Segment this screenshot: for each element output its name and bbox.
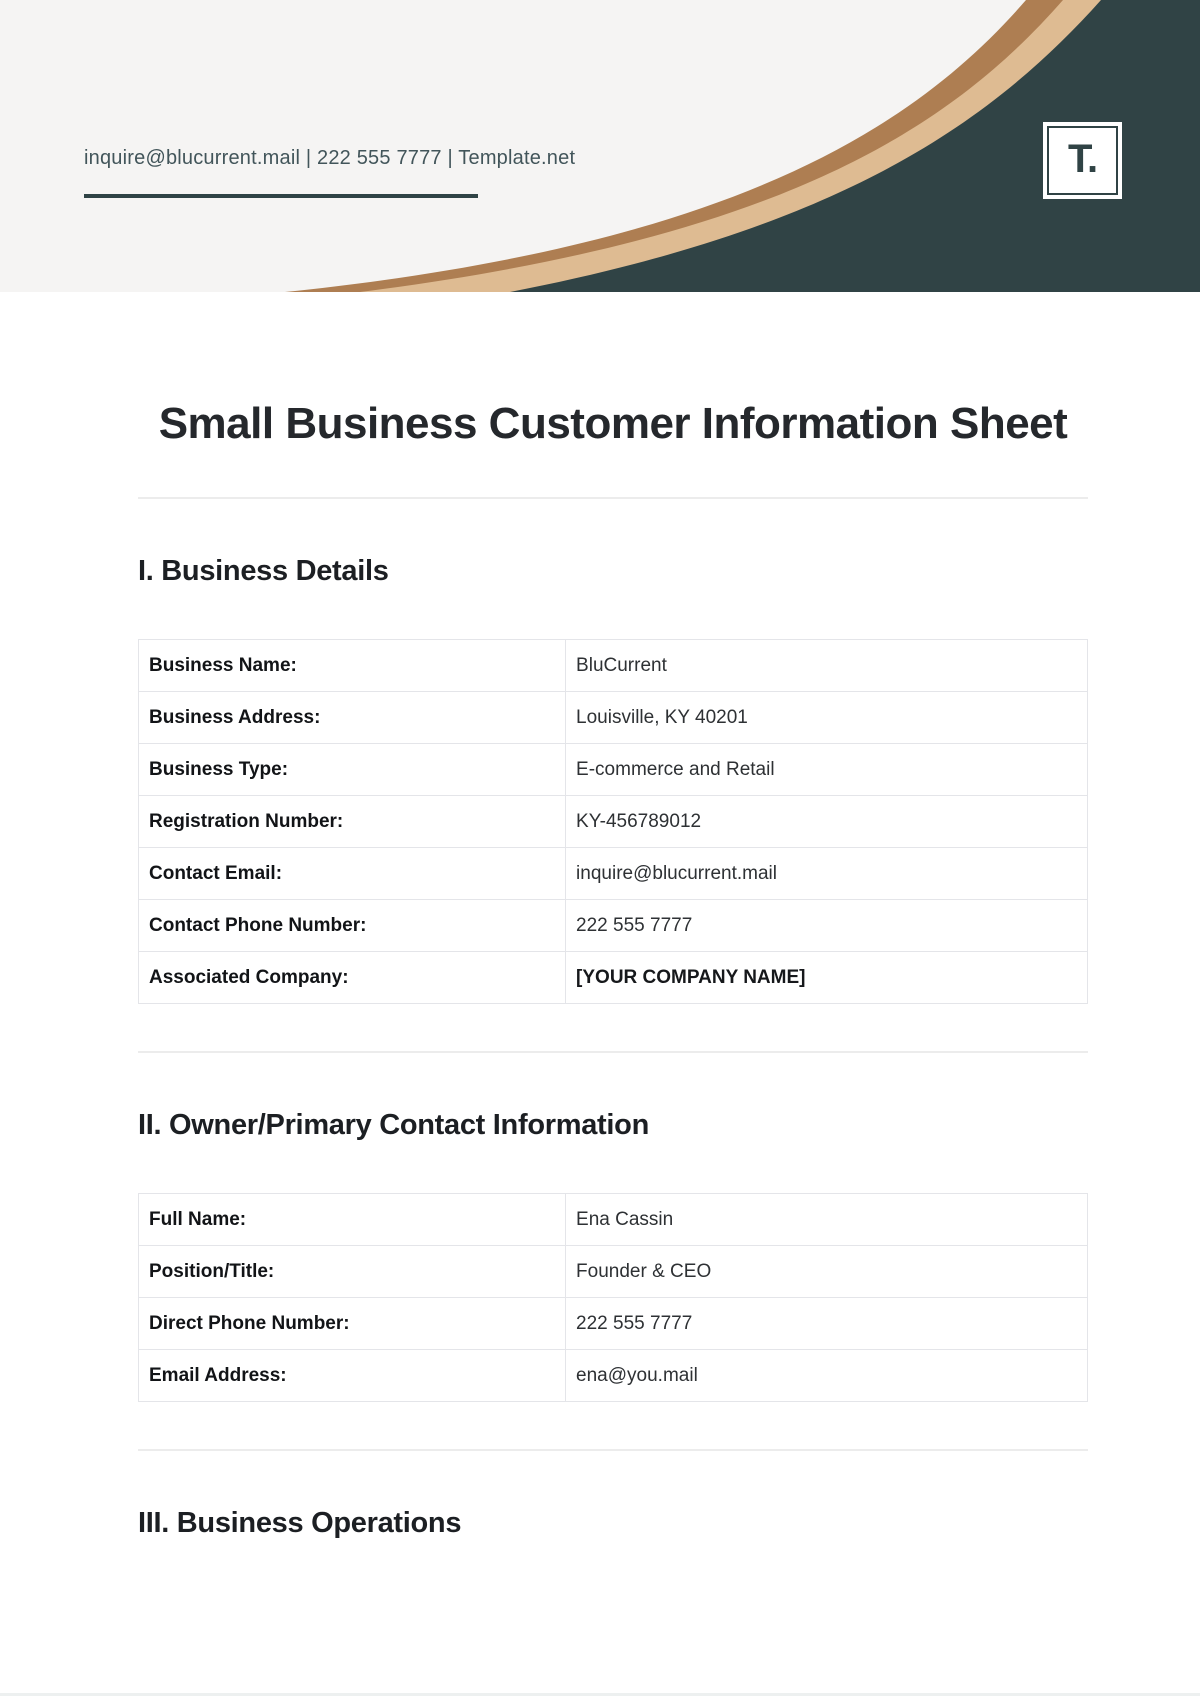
field-label: Full Name:	[139, 1194, 566, 1246]
table-row	[139, 900, 1088, 952]
page-title: Small Business Customer Information Sheet	[158, 399, 1068, 448]
field-value: E-commerce and Retail	[566, 744, 1088, 796]
section-heading: I. Business Details	[138, 555, 389, 587]
field-label: Associated Company:	[139, 952, 566, 1004]
table-row	[139, 848, 1088, 900]
field-value: inquire@blucurrent.mail	[566, 848, 1088, 900]
section-divider	[138, 1051, 1088, 1053]
field-label: Contact Email:	[139, 848, 566, 900]
field-value: ena@you.mail	[566, 1350, 1088, 1402]
field-value: 222 555 7777	[566, 900, 1088, 952]
table-row	[139, 692, 1088, 744]
section	[138, 497, 1088, 1004]
table-row	[139, 640, 1088, 692]
field-value: KY-456789012	[566, 796, 1088, 848]
section	[138, 1449, 1088, 1540]
table-row	[139, 1194, 1088, 1246]
section-heading: III. Business Operations	[138, 1507, 462, 1539]
document-content	[0, 397, 1200, 1540]
table-row	[139, 952, 1088, 1004]
field-label: Position/Title:	[139, 1246, 566, 1298]
section-divider	[138, 1449, 1088, 1451]
field-value: Founder & CEO	[566, 1246, 1088, 1298]
field-label: Direct Phone Number:	[139, 1298, 566, 1350]
field-label: Email Address:	[139, 1350, 566, 1402]
field-value: [YOUR COMPANY NAME]	[566, 952, 1088, 1004]
template-net-logo	[1043, 122, 1122, 199]
field-label: Business Address:	[139, 692, 566, 744]
table-row	[139, 744, 1088, 796]
field-label: Registration Number:	[139, 796, 566, 848]
table-row	[139, 1298, 1088, 1350]
table-row	[139, 1246, 1088, 1298]
logo-frame	[1047, 126, 1118, 195]
info-table	[138, 1193, 1088, 1402]
field-label: Business Type:	[139, 744, 566, 796]
header-underline-rule	[84, 194, 478, 198]
logo-t-mark: T.	[1067, 136, 1098, 181]
table-row	[139, 796, 1088, 848]
field-value: BluCurrent	[566, 640, 1088, 692]
field-label: Business Name:	[139, 640, 566, 692]
field-value: 222 555 7777	[566, 1298, 1088, 1350]
header-contact-line: inquire@blucurrent.mail | 222 555 7777 | Template.net	[84, 147, 576, 169]
section	[138, 1051, 1088, 1402]
info-table	[138, 639, 1088, 1004]
field-value: Louisville, KY 40201	[566, 692, 1088, 744]
field-label: Contact Phone Number:	[139, 900, 566, 952]
table-row	[139, 1350, 1088, 1402]
field-value: Ena Cassin	[566, 1194, 1088, 1246]
section-divider	[138, 497, 1088, 499]
section-heading: II. Owner/Primary Contact Information	[138, 1109, 649, 1141]
document-body	[138, 497, 1088, 1540]
document-header	[0, 0, 1200, 292]
